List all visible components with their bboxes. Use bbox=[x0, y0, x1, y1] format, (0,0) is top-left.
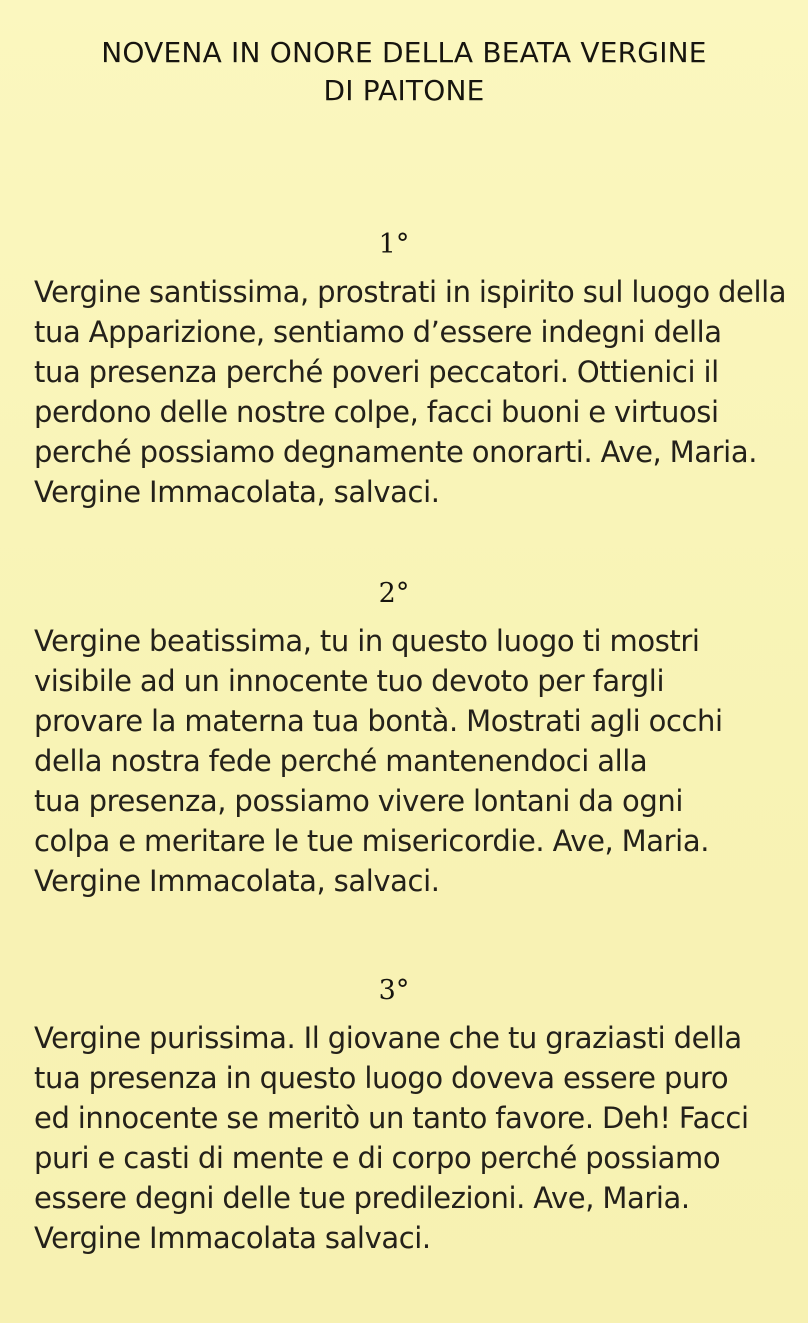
title-line-1: NOVENA IN ONORE DELLA BEATA VERGINE bbox=[101, 36, 707, 69]
prayer-line: ed innocente se meritò un tanto favore. Deh! Facci bbox=[34, 1101, 749, 1135]
prayer-section-3 bbox=[34, 974, 754, 1258]
prayer-line: perdono delle nostre colpe, facci buoni e virtuosi bbox=[34, 395, 719, 429]
prayer-line: Vergine beatissima, tu in questo luogo ti mostri bbox=[34, 624, 700, 658]
prayer-section-2 bbox=[34, 577, 754, 901]
prayer-line: colpa e meritare le tue misericordie. Ave, Maria. bbox=[34, 824, 710, 858]
prayer-line: Vergine Immacolata, salvaci. bbox=[34, 475, 440, 509]
prayer-line: Vergine Immacolata, salvaci. bbox=[34, 864, 440, 898]
prayer-line: puri e casti di mente e di corpo perché possiamo bbox=[34, 1141, 721, 1175]
prayer-line: tua presenza in questo luogo doveva essere puro bbox=[34, 1061, 729, 1095]
prayer-line: Vergine santissima, prostrati in ispirito sul luogo della bbox=[34, 275, 787, 309]
document-title bbox=[0, 34, 808, 110]
prayer-text-2 bbox=[34, 621, 754, 901]
prayer-line: tua Apparizione, sentiamo d’essere indegni della bbox=[34, 315, 722, 349]
prayer-text-3 bbox=[34, 1018, 754, 1258]
prayer-line: provare la materna tua bontà. Mostrati agli occhi bbox=[34, 704, 723, 738]
prayer-line: Vergine purissima. Il giovane che tu graziasti della bbox=[34, 1021, 742, 1055]
prayer-line: della nostra fede perché mantenendoci alla bbox=[34, 744, 648, 778]
prayer-line: essere degni delle tue predilezioni. Ave, Maria. bbox=[34, 1181, 690, 1215]
prayer-text-1 bbox=[34, 272, 787, 512]
prayer-line: tua presenza, possiamo vivere lontani da ogni bbox=[34, 784, 683, 818]
prayer-section-1 bbox=[34, 228, 787, 512]
prayer-line: tua presenza perché poveri peccatori. Ottienici il bbox=[34, 355, 719, 389]
section-number-2: 2° bbox=[378, 578, 410, 609]
section-number-1: 1° bbox=[378, 229, 410, 260]
prayer-line: Vergine Immacolata salvaci. bbox=[34, 1221, 431, 1255]
section-number-3: 3° bbox=[378, 975, 410, 1006]
prayer-line: visibile ad un innocente tuo devoto per fargli bbox=[34, 664, 665, 698]
title-line-2: DI PAITONE bbox=[323, 74, 485, 107]
prayer-line: perché possiamo degnamente onorarti. Ave, Maria. bbox=[34, 435, 758, 469]
